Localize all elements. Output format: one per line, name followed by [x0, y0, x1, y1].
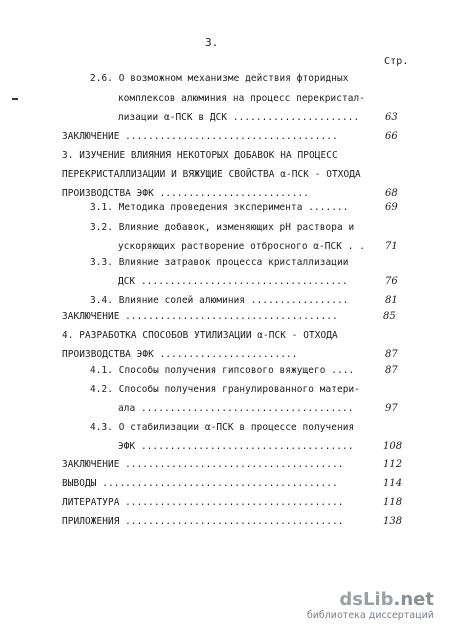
- margin-mark: [12, 98, 18, 100]
- toc-page-ref: 71: [385, 241, 398, 252]
- watermark-subtitle: библиотека диссертаций: [306, 610, 434, 621]
- toc-page-ref: 112: [383, 459, 403, 470]
- watermark-logo-tld: .net: [393, 589, 434, 610]
- toc-entry-line: ЗАКЛЮЧЕНИЕ ......................................: [62, 459, 344, 470]
- toc-page-ref: 69: [385, 202, 398, 213]
- toc-page-ref: 68: [385, 188, 398, 199]
- toc-entry-line: 4.2. Способы получения гранулированного матери-: [90, 384, 360, 395]
- page-column-header: Стр.: [384, 56, 409, 67]
- toc-entry-line: ала .....................................: [118, 403, 354, 414]
- toc-entry-line: ВЫВОДЫ .........................................: [62, 478, 338, 489]
- toc-entry-line: 3. ИЗУЧЕНИЕ ВЛИЯНИЯ НЕКОТОРЫХ ДОБАВОК НА ПРОЦЕСС: [62, 150, 338, 161]
- toc-entry-line: 3.2. Влияние добавок, изменяющих pH раствора и: [90, 222, 355, 233]
- toc-entry-line: 3.1. Методика проведения эксперимента .......: [90, 202, 349, 213]
- toc-entry-line: 4.3. О стабилизации α-ПСК в процессе получения: [90, 422, 355, 433]
- toc-entry-line: ПРОИЗВОДСТВА ЭФК ........................: [62, 349, 298, 360]
- toc-entry-line: 2.6. О возможном механизме действия фторидных: [90, 73, 349, 84]
- toc-page-ref: 81: [385, 295, 398, 306]
- toc-entry-line: ПРИЛОЖЕНИЯ ......................................: [62, 516, 344, 527]
- toc-entry-line: ЛИТЕРАТУРА ......................................: [62, 497, 344, 508]
- toc-page-ref: 76: [385, 276, 398, 287]
- watermark: [307, 591, 434, 622]
- toc-entry-line: 4.1. Способы получения гипсового вяжущего ....: [90, 365, 355, 376]
- toc-entry-line: лизации α-ПСК в ДСК ......................: [118, 112, 360, 123]
- toc-page-ref: 118: [383, 497, 403, 508]
- toc-entry-line: 3.3. Влияние затравок процесса кристаллизации: [90, 257, 349, 268]
- toc-entry-line: ускоряющих растворение отбросного α-ПСК . .: [118, 241, 366, 252]
- toc-page-ref: 63: [385, 112, 398, 123]
- toc-page-ref: 87: [385, 349, 398, 360]
- toc-page-ref: 108: [383, 441, 403, 452]
- toc-entry-line: комплексов алюминия на процесс перекристал-: [118, 93, 366, 104]
- toc-entry-line: ЗАКЛЮЧЕНИЕ .....................................: [62, 131, 338, 142]
- toc-entry-line: ДСК ....................................: [118, 276, 348, 287]
- toc-entry-line: 3.4. Влияние солей алюминия .................: [90, 295, 349, 306]
- watermark-logo: [307, 591, 434, 609]
- toc-page-ref: 85: [383, 311, 396, 322]
- toc-page-ref: 87: [385, 365, 398, 376]
- toc-entry-line: ЗАКЛЮЧЕНИЕ .....................................: [62, 311, 338, 322]
- toc-entry-line: 4. РАЗРАБОТКА СПОСОБОВ УТИЛИЗАЦИИ α-ПСК - ОТХОДА: [62, 330, 338, 341]
- toc-entry-line: ЭФК .....................................: [118, 441, 354, 452]
- toc-entry-line: ПРОИЗВОДСТВА ЭФК ..........................: [62, 188, 310, 199]
- toc-page-ref: 138: [383, 516, 403, 527]
- toc-page-ref: 114: [383, 478, 403, 489]
- watermark-logo-main: dsLib: [339, 589, 394, 610]
- toc-entry-line: ПЕРЕКРИСТАЛЛИЗАЦИИ И ВЯЖУЩИЕ СВОЙСТВА α-ПСК - ОТХОДА: [62, 169, 361, 180]
- toc-page-ref: 97: [385, 403, 398, 414]
- toc-page-ref: 66: [385, 131, 398, 142]
- page-number: 3.: [205, 36, 219, 49]
